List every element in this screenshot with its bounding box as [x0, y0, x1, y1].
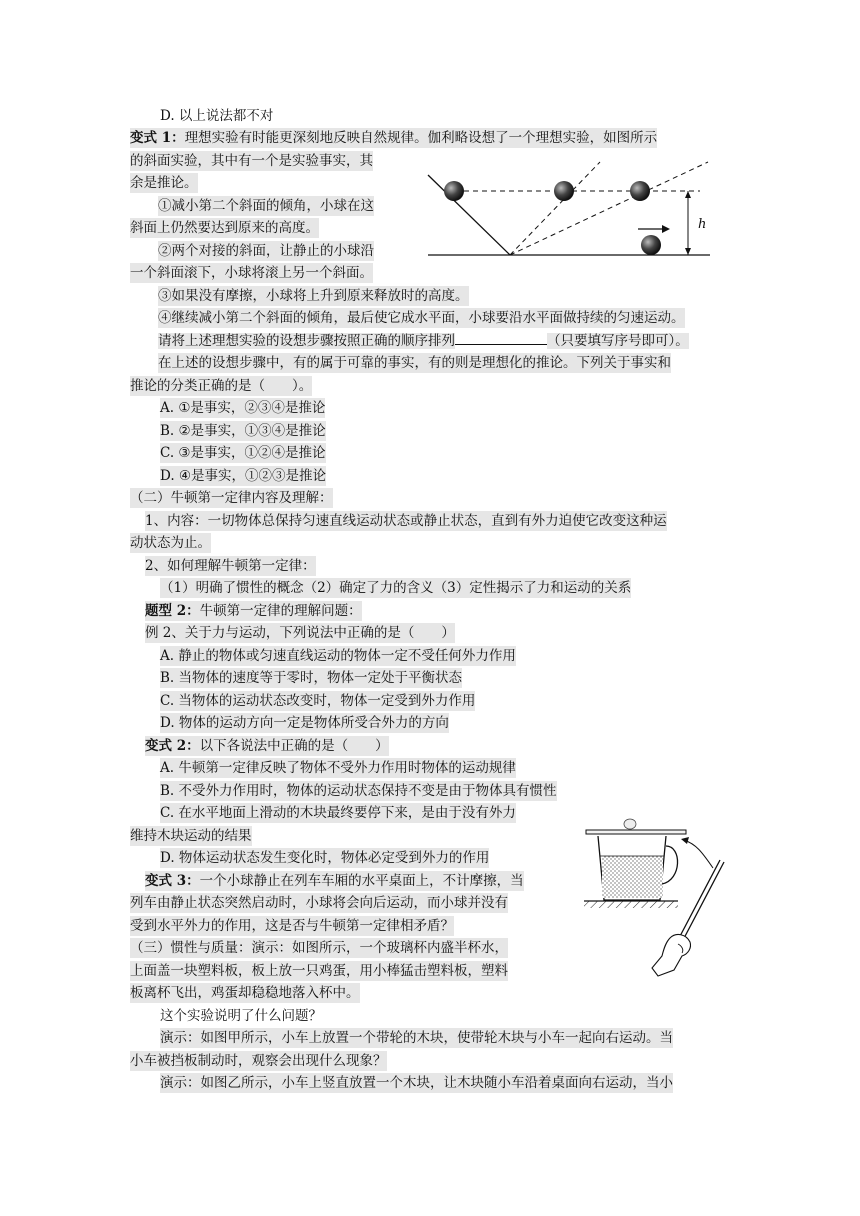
- left-slope: [428, 175, 510, 255]
- text: 演示：如图甲所示，小车上放置一个带轮的木块，使带轮木块与小车一起向右运动。当: [160, 1030, 673, 1046]
- text-line: [145, 556, 316, 576]
- text: 一个小球静止在列车车厢的水平桌面上，不计摩擦，当: [199, 873, 524, 889]
- option-b: [160, 421, 326, 441]
- option-d: [160, 713, 449, 733]
- text: 动状态为止。: [130, 535, 211, 551]
- text: 一个斜面滚下，小球将滚上另一个斜面。: [130, 265, 373, 281]
- height-label: h: [698, 217, 707, 232]
- ball-ground: [641, 235, 661, 255]
- text: D. 以上说法都不对: [160, 108, 274, 124]
- text: B. ②是事实，①③④是推论: [160, 423, 326, 439]
- text: （只要填写序号即可）。: [547, 333, 689, 349]
- text: 1、内容：一切物体总保持匀速直线运动状态或静止状态，直到有外力迫使它改变这种运: [145, 513, 667, 529]
- label: 变式 3：: [145, 873, 200, 889]
- text: C. ③是事实，①②④是推论: [160, 445, 326, 461]
- stick-edge: [682, 862, 724, 942]
- variant-2-heading: [145, 736, 389, 756]
- height-arrow-bottom-icon: [685, 248, 691, 255]
- text: D. 物体的运动方向一定是物体所受合外力的方向: [160, 715, 449, 731]
- option-b: [160, 781, 557, 801]
- arrow-head-icon: [662, 225, 670, 233]
- text: 余是推论。: [130, 175, 198, 191]
- text-line: [160, 1006, 322, 1026]
- text-line: [130, 218, 319, 238]
- text-line: [130, 173, 198, 193]
- text: （三）惯性与质量：演示：如图所示，一个玻璃杯内盛半杯水，: [130, 940, 508, 956]
- swing-arrow: [684, 840, 713, 868]
- text: 斜面上仍然要达到原来的高度。: [130, 220, 319, 236]
- variant-3-heading: [145, 871, 524, 891]
- swing-arrow-head-icon: [681, 837, 689, 844]
- text: 请将上述理想实验的设想步骤按照正确的顺序排列: [158, 333, 455, 349]
- text: 以下各说法中正确的是（ ）: [199, 738, 389, 754]
- text: C. 当物体的运动状态改变时，物体一定受到外力作用: [160, 693, 476, 709]
- plastic-plate: [586, 830, 686, 834]
- text: ②两个对接的斜面，让静止的小球沿: [158, 243, 374, 259]
- ordering-question: [158, 331, 689, 351]
- text: A. ①是事实，②③④是推论: [160, 400, 326, 416]
- text-line: [130, 533, 211, 553]
- ball-right: [630, 181, 650, 201]
- variant-1-heading: [130, 128, 657, 148]
- option-a: [160, 398, 325, 418]
- text-line: [130, 893, 508, 913]
- text: 受到水平外力的作用，这是否与牛顿第一定律相矛盾？: [130, 918, 454, 934]
- text: 在上述的设想步骤中，有的属于可靠的事实，有的则是理想化的推论。下列关于事实和: [158, 355, 671, 371]
- text: （二）牛顿第一定律内容及理解：: [130, 490, 333, 506]
- text: ①减小第二个斜面的倾角，小球在这: [158, 198, 374, 214]
- step-4: [158, 308, 685, 328]
- variant-label: 变式 1：: [130, 130, 185, 146]
- example-2: [145, 623, 455, 643]
- text: D. 物体运动状态发生变化时，物体必定受到外力的作用: [160, 850, 490, 866]
- text: A. 静止的物体或匀速直线运动的物体一定不受任何外力作用: [160, 648, 516, 664]
- text-line: [158, 353, 671, 373]
- text: ④继续减小第二个斜面的倾角，最后使它成水平面，小球要沿水平面做持续的匀速运动。: [158, 310, 685, 326]
- text: 理想实验有时能更深刻地反映自然规律。伽利略设想了一个理想实验，如图所示: [184, 130, 658, 146]
- option-d-line: [160, 106, 273, 126]
- text-line: [130, 961, 508, 981]
- steep-dashed-slope: [510, 162, 600, 255]
- option-d: [160, 848, 489, 868]
- question-type-2: [145, 601, 362, 621]
- text: 2、如何理解牛顿第一定律：: [145, 558, 316, 574]
- step-1: [158, 196, 374, 216]
- ball-middle: [554, 181, 574, 201]
- step-2: [158, 241, 374, 261]
- text: B. 不受外力作用时，物体的运动状态保持不变是由于物体具有惯性: [160, 783, 557, 799]
- stick: [678, 860, 720, 940]
- option-d: [160, 466, 326, 486]
- height-arrow-top-icon: [685, 191, 691, 198]
- text: 牛顿第一定律的理解问题：: [199, 603, 362, 619]
- text: 列车由静止状态突然启动时，小球将会向后运动，而小球并没有: [130, 895, 508, 911]
- text: 上面盖一块塑料板，板上放一只鸡蛋，用小棒猛击塑料板，塑料: [130, 963, 508, 979]
- option-b: [160, 668, 462, 688]
- text: 例 2、关于力与运动，下列说法中正确的是（ ）: [145, 625, 455, 641]
- water: [602, 856, 663, 898]
- demo-1: [160, 1028, 673, 1048]
- text-line: [160, 578, 631, 598]
- text-line: [130, 1051, 387, 1071]
- text-line: [130, 376, 312, 396]
- text-line: [145, 511, 667, 531]
- demo-2: [160, 1073, 673, 1093]
- inertia-cup-figure: [578, 810, 728, 980]
- text-line: [130, 826, 252, 846]
- option-c: [160, 691, 475, 711]
- text-line: [130, 263, 373, 283]
- text: C. 在水平地面上滑动的木块最终要停下来，是由于没有外力: [160, 805, 516, 821]
- option-a: [160, 758, 516, 778]
- ball-left: [444, 181, 464, 201]
- option-a: [160, 646, 516, 666]
- section-heading-2: [130, 488, 333, 508]
- section-heading-3: [130, 938, 508, 958]
- answer-blank[interactable]: [455, 332, 547, 345]
- option-c: [160, 803, 516, 823]
- text: A. 牛顿第一定律反映了物体不受外力作用时物体的运动规律: [160, 760, 516, 776]
- step-3: [158, 286, 469, 306]
- text: B. 当物体的速度等于零时，物体一定处于平衡状态: [160, 670, 463, 686]
- label: 题型 2：: [145, 603, 200, 619]
- text-line: [130, 916, 454, 936]
- text: 的斜面实验，其中有一个是实验事实，其: [130, 153, 373, 169]
- table-hatch: [584, 901, 678, 908]
- text: ③如果没有摩擦，小球将上升到原来释放时的高度。: [158, 288, 469, 304]
- text: 这个实验说明了什么问题？: [160, 1008, 322, 1024]
- text: （1）明确了惯性的概念（2）确定了力的含义（3）定性揭示了力和运动的关系: [160, 580, 632, 596]
- label: 变式 2：: [145, 738, 200, 754]
- hand-icon: [652, 935, 691, 976]
- text: 推论的分类正确的是（ ）。: [130, 378, 313, 394]
- text: 小车被挡板制动时，观察会出现什么现象？: [130, 1053, 387, 1069]
- text: D. ④是事实，①②③是推论: [160, 468, 327, 484]
- text-line: [130, 151, 373, 171]
- text: 演示：如图乙所示，小车上竖直放置一个木块，让木块随小车沿着桌面向右运动，当小: [160, 1075, 673, 1091]
- option-c: [160, 443, 326, 463]
- egg: [624, 819, 636, 829]
- shallow-dashed-slope: [510, 162, 708, 255]
- text: 维持木块运动的结果: [130, 828, 252, 844]
- inclined-plane-figure: [418, 158, 718, 264]
- text: 板离杯飞出，鸡蛋却稳稳地落入杯中。: [130, 985, 360, 1001]
- text-line: [130, 983, 360, 1003]
